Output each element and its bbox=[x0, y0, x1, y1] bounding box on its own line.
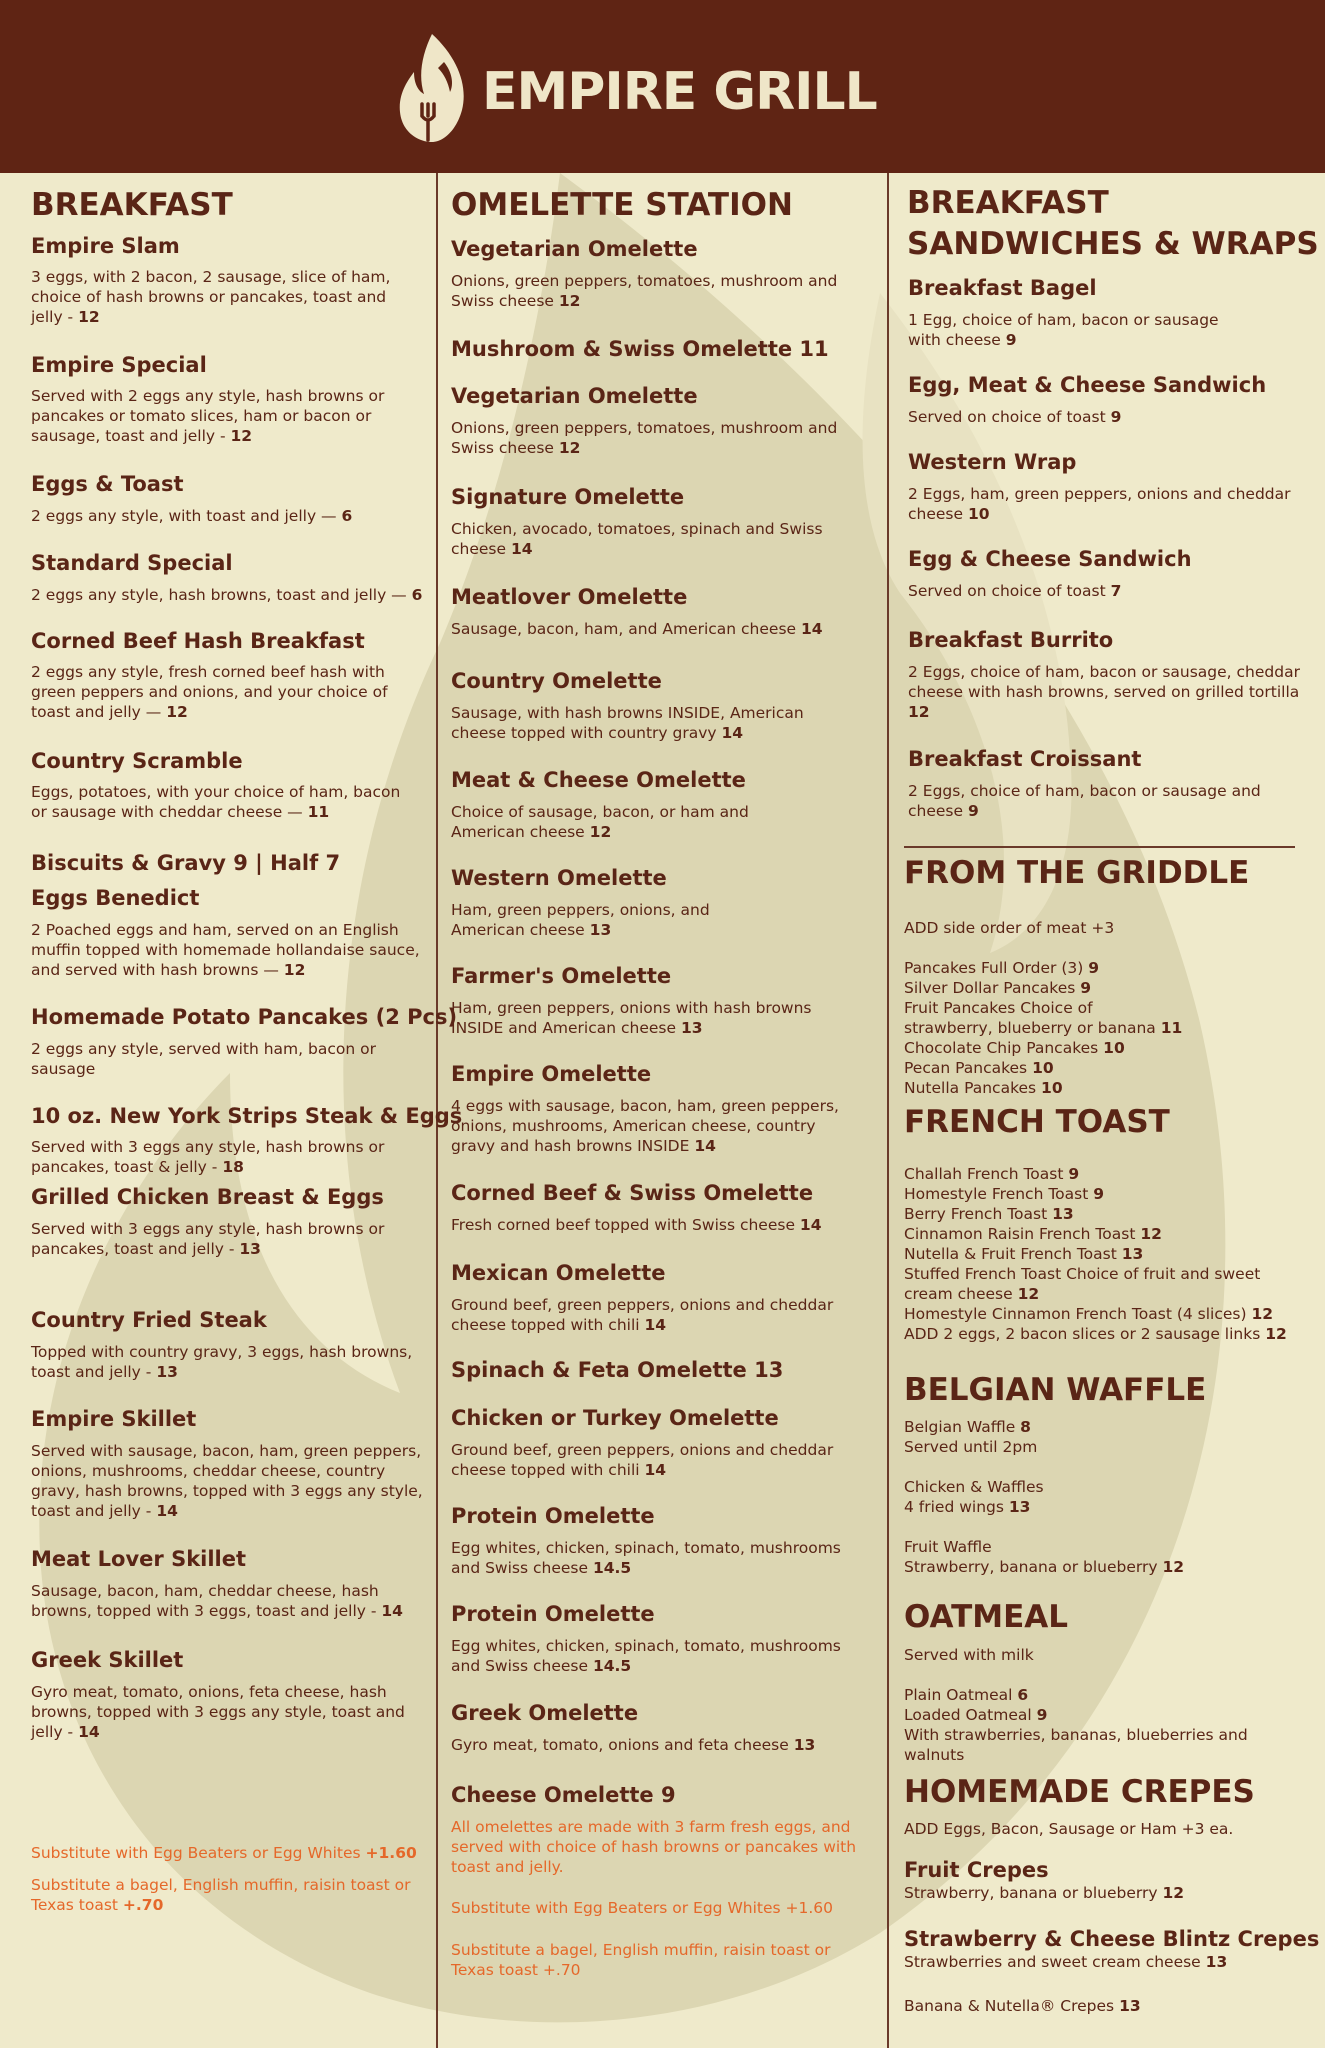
griddle-item: Chocolate Chip Pancakes 10 bbox=[904, 1039, 1125, 1057]
menu-item-name: Egg & Cheese Sandwich bbox=[908, 547, 1192, 571]
menu-item-name: Vegetarian Omelette bbox=[451, 384, 698, 408]
menu-item-desc: Ham, green peppers, onions with hash browns INSIDE and American cheese 13 bbox=[451, 999, 812, 1037]
menu-item-name: Egg, Meat & Cheese Sandwich bbox=[908, 373, 1267, 397]
menu-item-desc: 2 Poached eggs and ham, served on an English muffin topped with homemade hollandaise sauce, and served with hash browns — 12 bbox=[31, 921, 420, 979]
menu-item-name: Mexican Omelette bbox=[451, 1261, 666, 1285]
menu-item-name: Strawberry & Cheese Blintz Crepes bbox=[904, 1927, 1320, 1951]
substitution-note: Substitute a bagel, English muffin, raisin toast or Texas toast +.70 bbox=[31, 1876, 411, 1914]
menu-item-name: Spinach & Feta Omelette 13 bbox=[451, 1358, 784, 1382]
menu-item-name: Empire Special bbox=[31, 353, 207, 377]
menu-item-name: Vegetarian Omelette bbox=[451, 237, 698, 261]
menu-item-name: Signature Omelette bbox=[451, 485, 685, 509]
menu-item-desc: Gyro meat, tomato, onions, feta cheese, hash browns, topped with 3 eggs any style, toast and jelly - 14 bbox=[31, 1683, 405, 1741]
menu-item-desc: Ground beef, green peppers, onions and cheddar cheese topped with chili 14 bbox=[451, 1296, 834, 1334]
menu-item-name: Empire Omelette bbox=[451, 1062, 652, 1086]
waffle-item: 4 fried wings 13 bbox=[904, 1498, 1031, 1516]
french-toast-item: Stuffed French Toast Choice of fruit and sweet bbox=[904, 1265, 1261, 1283]
menu-item-name: 10 oz. New York Strips Steak & Eggs bbox=[31, 1104, 463, 1128]
menu-item-name: Fruit Crepes bbox=[904, 1858, 1049, 1882]
section-title-sandwiches-line1: BREAKFAST bbox=[907, 185, 1109, 221]
menu-item-desc: Onions, green peppers, tomatoes, mushroom and Swiss cheese 12 bbox=[451, 272, 838, 310]
menu-item-name: Eggs Benedict bbox=[31, 886, 200, 910]
substitution-note: Substitute a bagel, English muffin, raisin toast or Texas toast +.70 bbox=[451, 1941, 831, 1979]
menu-item-name: Standard Special bbox=[31, 551, 233, 575]
menu-item-name: Eggs & Toast bbox=[31, 472, 184, 496]
menu-item-desc: Served with 3 eggs any style, hash browns or pancakes, toast and jelly - 13 bbox=[31, 1220, 385, 1258]
oatmeal-item: With strawberries, bananas, blueberries and bbox=[904, 1726, 1248, 1744]
column-divider-right bbox=[887, 173, 889, 2048]
french-toast-item: ADD 2 eggs, 2 bacon slices or 2 sausage links 12 bbox=[904, 1325, 1287, 1343]
menu-item-desc: Onions, green peppers, tomatoes, mushroom and Swiss cheese 12 bbox=[451, 419, 838, 457]
menu-item-name: Country Scramble bbox=[31, 749, 243, 773]
french-toast-item: Homestyle French Toast 9 bbox=[904, 1185, 1105, 1203]
menu-item-desc: Sausage, bacon, ham, cheddar cheese, hash browns, topped with 3 eggs, toast and jelly - 14 bbox=[31, 1582, 403, 1620]
menu-item-desc: Ham, green peppers, onions, and American cheese 13 bbox=[451, 901, 710, 939]
menu-item-name: Country Omelette bbox=[451, 669, 662, 693]
menu-item-name: Western Wrap bbox=[908, 450, 1077, 474]
menu-item-name: Breakfast Croissant bbox=[908, 747, 1142, 771]
section-title-french-toast: FRENCH TOAST bbox=[904, 1104, 1170, 1140]
french-toast-item: Challah French Toast 9 bbox=[904, 1165, 1080, 1183]
waffle-item: Fruit Waffle bbox=[904, 1538, 992, 1556]
menu-item-desc: Choice of sausage, bacon, or ham and American cheese 12 bbox=[451, 803, 749, 841]
menu-item-desc: Sausage, bacon, ham, and American cheese 14 bbox=[451, 620, 823, 638]
french-toast-item: cream cheese 12 bbox=[904, 1285, 1040, 1303]
menu-item-desc: Served on choice of toast 7 bbox=[908, 582, 1122, 600]
menu-item-desc: Sausage, with hash browns INSIDE, American cheese topped with country gravy 14 bbox=[451, 704, 804, 742]
menu-item-name: Cheese Omelette 9 bbox=[451, 1783, 676, 1807]
omelette-note: All omelettes are made with 3 farm fresh eggs, and served with choice of hash browns or pancakes with toast and jelly. bbox=[451, 1818, 857, 1876]
griddle-item: strawberry, blueberry or banana 11 bbox=[904, 1019, 1183, 1037]
menu-item-desc: 3 eggs, with 2 bacon, 2 sausage, slice of ham, choice of hash browns or pancakes, toast and jelly - 12 bbox=[31, 268, 391, 326]
waffle-item: Strawberry, banana or blueberry 12 bbox=[904, 1558, 1185, 1576]
griddle-item: Fruit Pancakes Choice of bbox=[904, 999, 1093, 1017]
menu-item-name: Protein Omelette bbox=[451, 1602, 655, 1626]
waffle-item: Chicken & Waffles bbox=[904, 1478, 1044, 1496]
menu-item-desc: 2 Eggs, ham, green peppers, onions and cheddar cheese 10 bbox=[908, 485, 1291, 523]
menu-item-desc: Topped with country gravy, 3 eggs, hash browns, toast and jelly - 13 bbox=[31, 1343, 413, 1381]
menu-item-desc: 2 eggs any style, served with ham, bacon or sausage bbox=[31, 1040, 376, 1078]
menu-item-name: Meat Lover Skillet bbox=[31, 1547, 247, 1571]
header-bar bbox=[0, 0, 1325, 173]
menu-item-desc: Eggs, potatoes, with your choice of ham, bacon or sausage with cheddar cheese — 11 bbox=[31, 783, 401, 821]
menu-item-desc: 2 eggs any style, with toast and jelly — 6 bbox=[31, 507, 353, 525]
waffle-item: Belgian Waffle 8 bbox=[904, 1418, 1031, 1436]
menu-item-desc: 2 Eggs, choice of ham, bacon or sausage, cheddar cheese with hash browns, served on grilled tortilla 12 bbox=[908, 663, 1300, 721]
menu-item-name: Meatlover Omelette bbox=[451, 585, 688, 609]
section-title-griddle: FROM THE GRIDDLE bbox=[904, 855, 1250, 891]
menu-item-name: Chicken or Turkey Omelette bbox=[451, 1406, 779, 1430]
section-title-sandwiches-line2: SANDWICHES & WRAPS bbox=[907, 226, 1319, 262]
brand-title: EMPIRE GRILL bbox=[482, 62, 877, 122]
oatmeal-item: Loaded Oatmeal 9 bbox=[904, 1706, 1048, 1724]
section-rule bbox=[904, 846, 1295, 848]
menu-item-desc: 2 eggs any style, hash browns, toast and jelly — 6 bbox=[31, 586, 423, 604]
menu-item-desc: 1 Egg, choice of ham, bacon or sausage with cheese 9 bbox=[908, 311, 1219, 349]
oatmeal-item: Plain Oatmeal 6 bbox=[904, 1686, 1029, 1704]
griddle-item: Pancakes Full Order (3) 9 bbox=[904, 959, 1100, 977]
griddle-item: Silver Dollar Pancakes 9 bbox=[904, 979, 1092, 997]
menu-item-desc: Served with 2 eggs any style, hash browns or pancakes or tomato slices, ham or bacon or sausage, toast and jelly - 12 bbox=[31, 387, 385, 445]
menu-item-name: Empire Slam bbox=[31, 234, 180, 258]
flame-fork-logo-icon bbox=[392, 28, 472, 148]
griddle-item: Nutella Pancakes 10 bbox=[904, 1079, 1063, 1097]
oatmeal-item: walnuts bbox=[904, 1746, 965, 1764]
menu-item-name: Grilled Chicken Breast & Eggs bbox=[31, 1185, 384, 1209]
menu-item-name: Meat & Cheese Omelette bbox=[451, 768, 746, 792]
menu-item-name: Corned Beef Hash Breakfast bbox=[31, 629, 365, 653]
griddle-item: Pecan Pancakes 10 bbox=[904, 1059, 1054, 1077]
section-title-waffle: BELGIAN WAFFLE bbox=[904, 1372, 1207, 1408]
menu-item-name: Breakfast Bagel bbox=[908, 276, 1097, 300]
section-title-oatmeal: OATMEAL bbox=[904, 1599, 1069, 1635]
menu-item-desc: Chicken, avocado, tomatoes, spinach and Swiss cheese 14 bbox=[451, 520, 823, 558]
menu-item-name: Homemade Potato Pancakes (2 Pcs) bbox=[31, 1005, 458, 1029]
menu-item-name: Greek Skillet bbox=[31, 1648, 184, 1672]
menu-item-desc: Egg whites, chicken, spinach, tomato, mushrooms and Swiss cheese 14.5 bbox=[451, 1637, 841, 1675]
menu-item-desc: 4 eggs with sausage, bacon, ham, green peppers, onions, mushrooms, American cheese, country gravy and hash browns INSIDE 14 bbox=[451, 1097, 839, 1155]
menu-item-name: Empire Skillet bbox=[31, 1407, 197, 1431]
menu-item-name: Western Omelette bbox=[451, 866, 667, 890]
oatmeal-note: Served with milk bbox=[904, 1646, 1034, 1664]
griddle-note: ADD side order of meat +3 bbox=[904, 919, 1115, 937]
substitution-note: Substitute with Egg Beaters or Egg Whites +1.60 bbox=[31, 1844, 417, 1862]
menu-item-desc: 2 Eggs, choice of ham, bacon or sausage and cheese 9 bbox=[908, 782, 1261, 820]
menu-item-desc: Fresh corned beef topped with Swiss cheese 14 bbox=[451, 1216, 822, 1234]
menu-item-desc: Ground beef, green peppers, onions and cheddar cheese topped with chili 14 bbox=[451, 1441, 834, 1479]
section-title-breakfast: BREAKFAST bbox=[31, 187, 233, 223]
section-title-omelettes: OMELETTE STATION bbox=[451, 187, 793, 223]
waffle-item: Served until 2pm bbox=[904, 1438, 1038, 1456]
section-title-crepes: HOMEMADE CREPES bbox=[904, 1774, 1255, 1810]
menu-item-name: Country Fried Steak bbox=[31, 1308, 267, 1332]
menu-item-name: Corned Beef & Swiss Omelette bbox=[451, 1181, 814, 1205]
menu-item-desc: Served with 3 eggs any style, hash browns or pancakes, toast & jelly - 18 bbox=[31, 1138, 385, 1176]
menu-item-name: Mushroom & Swiss Omelette 11 bbox=[451, 337, 829, 361]
menu-item-name: Biscuits & Gravy 9 | Half 7 bbox=[31, 851, 341, 875]
menu-item-desc: Served on choice of toast 9 bbox=[908, 408, 1122, 426]
menu-item-desc: Strawberries and sweet cream cheese 13 bbox=[904, 1953, 1228, 1971]
menu-item-desc: Egg whites, chicken, spinach, tomato, mushrooms and Swiss cheese 14.5 bbox=[451, 1539, 841, 1577]
french-toast-item: Berry French Toast 13 bbox=[904, 1205, 1074, 1223]
menu-item-name: Protein Omelette bbox=[451, 1504, 655, 1528]
menu-item-desc: 2 eggs any style, fresh corned beef hash with green peppers and onions, and your choice of toast and jelly — 12 bbox=[31, 663, 388, 721]
french-toast-item: Cinnamon Raisin French Toast 12 bbox=[904, 1225, 1162, 1243]
menu-item-desc: Served with sausage, bacon, ham, green peppers, onions, mushrooms, cheddar cheese, country gravy, hash browns, topped with 3 eggs any style, toast and jelly - 14 bbox=[31, 1442, 423, 1520]
menu-item-name: Breakfast Burrito bbox=[908, 628, 1114, 652]
french-toast-item: Homestyle Cinnamon French Toast (4 slices) 12 bbox=[904, 1305, 1274, 1323]
menu-item-desc: Strawberry, banana or blueberry 12 bbox=[904, 1884, 1185, 1902]
french-toast-item: Nutella & Fruit French Toast 13 bbox=[904, 1245, 1144, 1263]
crepes-item: Banana & Nutella® Crepes 13 bbox=[904, 1997, 1141, 2015]
menu-item-name: Greek Omelette bbox=[451, 1701, 639, 1725]
menu-item-desc: Gyro meat, tomato, onions and feta cheese 13 bbox=[451, 1736, 816, 1754]
menu-item-name: Farmer's Omelette bbox=[451, 964, 672, 988]
crepes-note: ADD Eggs, Bacon, Sausage or Ham +3 ea. bbox=[904, 1820, 1234, 1838]
substitution-note: Substitute with Egg Beaters or Egg Whites +1.60 bbox=[451, 1899, 834, 1917]
